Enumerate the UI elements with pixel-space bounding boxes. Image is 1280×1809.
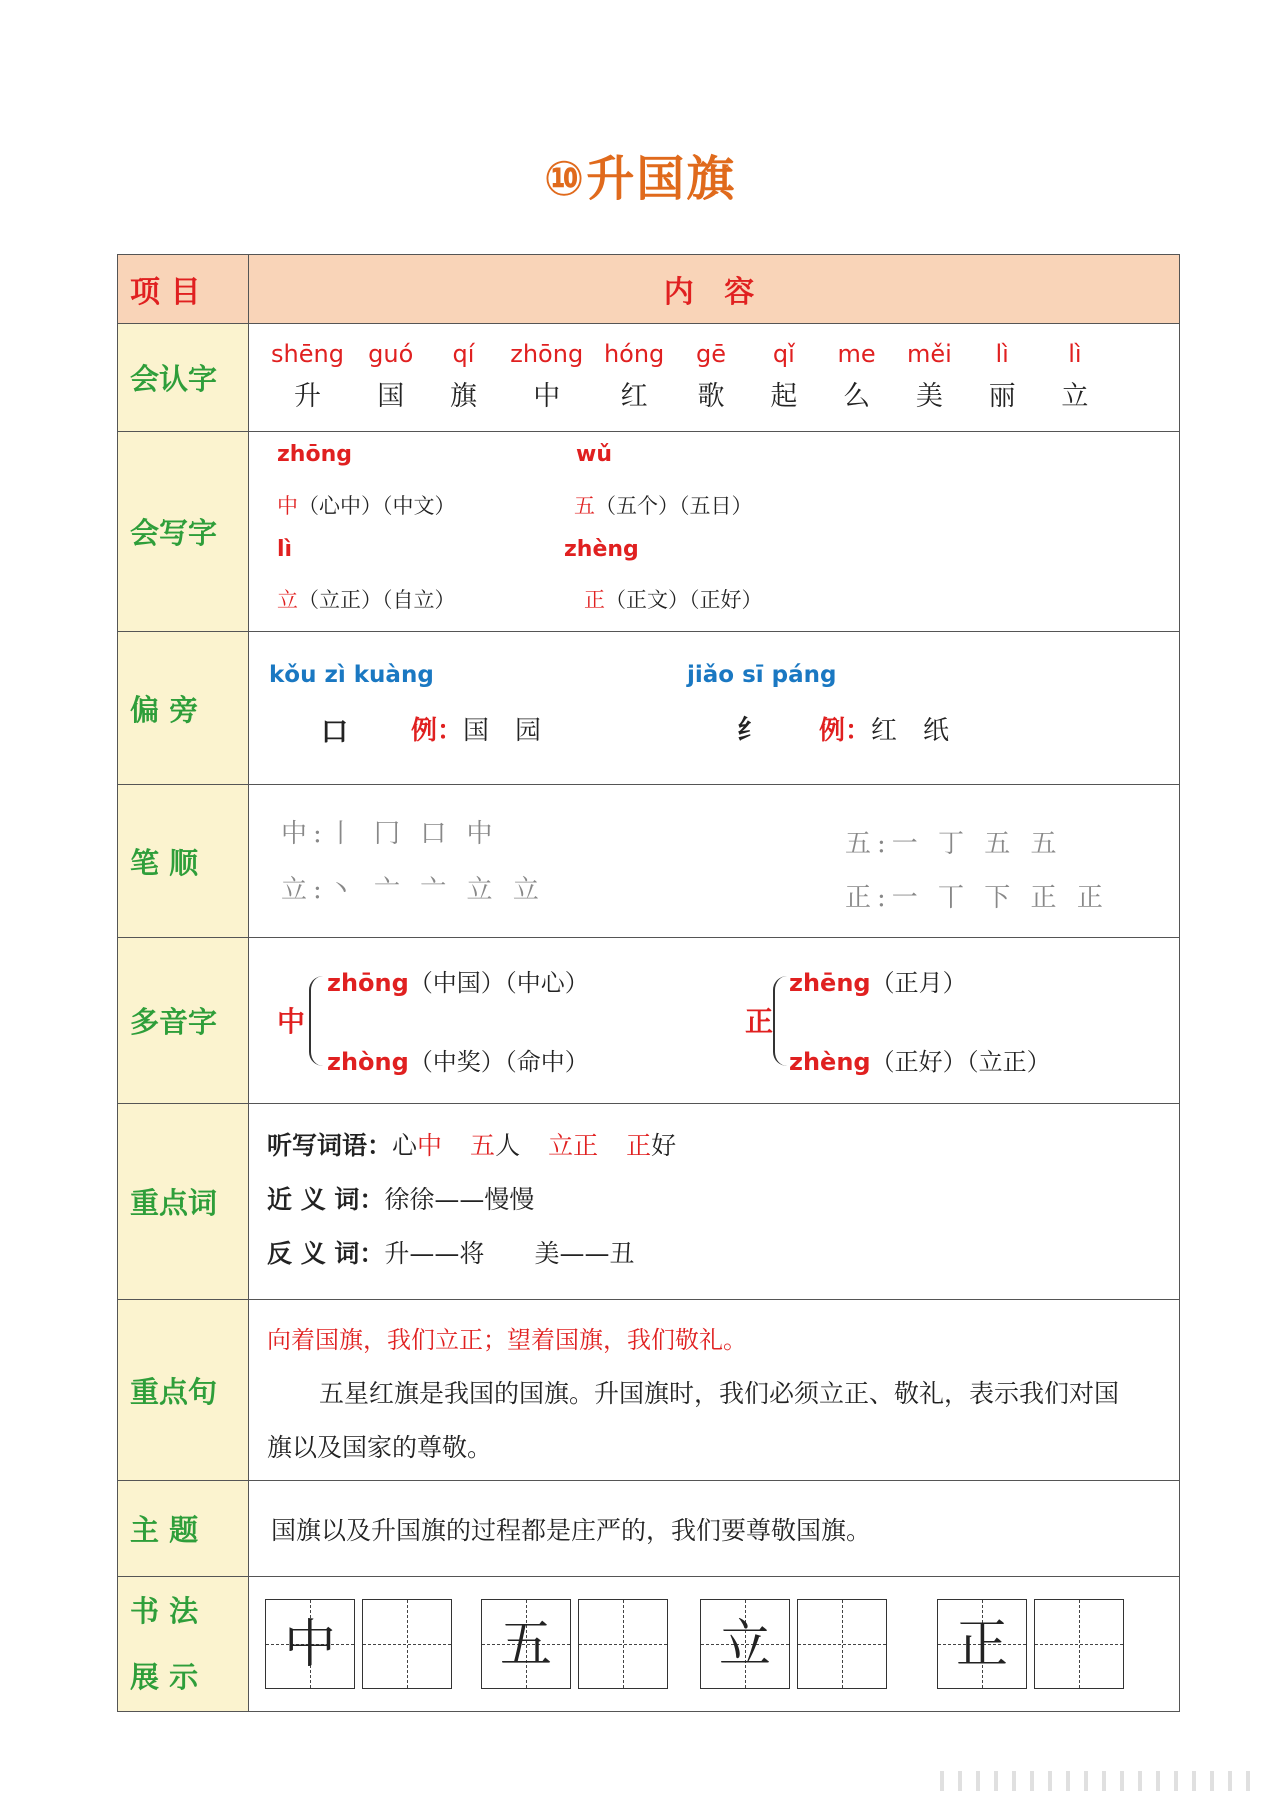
recognize-pinyin: qí [452,340,475,368]
lesson-table [117,254,1180,1712]
row-recognize [118,324,1180,432]
brace-icon [309,976,325,1066]
row-label-strokes: 笔 顺 [118,785,249,938]
stroke-order-zhong: 中:丨 冂 口 中 [281,819,499,849]
row-sentence [118,1300,1180,1481]
recognize-char [685,340,737,413]
recognize-char [365,340,417,413]
row-keywords [118,1104,1180,1300]
radical-example-1: 例：国 园 [411,716,542,746]
calligraphy-label-1: 书 法 [130,1594,199,1628]
recognize-hanzi: 中 [533,381,561,412]
stroke-order-wu: 五:一 丁 五 五 [845,829,1063,859]
key-sentence-body-2: 旗以及国家的尊敬。 [267,1433,493,1462]
synonym-line: 近 义 词：徐徐——慢慢 [267,1185,535,1214]
key-sentence-red: 向着国旗，我们立正；望着国旗，我们敬礼。 [267,1326,747,1354]
recognize-hanzi: 国 [377,381,405,412]
strokes-content [249,785,1180,938]
row-label-recognize: 会认字 [118,324,249,432]
recognize-pinyin: gē [696,340,727,368]
brace-icon [773,976,789,1066]
recognize-hanzi: 旗 [449,381,477,412]
recognize-hanzi: 起 [770,381,798,412]
recognize-pinyin: me [837,340,876,368]
recognize-pinyin: shēng [271,340,344,368]
polyphone-char-1: 中 [277,1005,306,1038]
recognize-char [976,340,1028,413]
radical-pinyin-2: jiǎo sī páng [687,662,837,688]
recognize-char [604,340,664,413]
recognize-hanzi: 歌 [697,381,725,412]
radical-symbol-2: 纟 [737,715,764,746]
keywords-content [249,1104,1180,1300]
write-pinyin-2: wǔ [576,442,612,467]
header-content: 内 容 [249,255,1180,324]
recognize-pinyin: zhōng [510,340,584,368]
row-label-theme: 主 题 [118,1481,249,1577]
row-label-polyphone: 多音字 [118,938,249,1104]
write-item-3: 立（立正）（自立） [277,588,456,612]
write-pinyin-1: zhōng [277,442,352,467]
recognize-pinyin: lì [995,340,1009,368]
recognize-char [510,340,583,413]
practice-grid-empty [362,1599,452,1689]
recognize-hanzi: 美 [915,381,943,412]
radical-example-2: 例：红 纸 [819,716,950,746]
practice-grid-empty [797,1599,887,1689]
recognize-char [1049,340,1101,413]
row-radical [118,632,1180,785]
row-label-keywords: 重点词 [118,1104,249,1300]
page-title: ⑩升国旗 [543,151,737,207]
row-write [118,432,1180,632]
recognize-char [271,340,344,413]
polyphone-reading-1a: zhōng（中国）（中心） [327,969,589,997]
radical-content [249,632,1180,785]
row-label-calligraphy [118,1577,249,1712]
sentence-content [249,1300,1180,1481]
polyphone-reading-2a: zhēng（正月） [789,969,967,997]
practice-grid-filled: 五 [481,1599,571,1689]
recognize-char [831,340,883,413]
theme-content [249,1481,1180,1577]
radical-symbol-1: 口 [321,717,348,748]
watermark-decoration [940,1771,1260,1791]
recognize-char [437,340,489,413]
recognize-list [271,340,1101,413]
recognize-pinyin: guó [368,340,414,368]
recognize-hanzi: 么 [843,381,871,412]
recognize-pinyin: lì [1068,340,1082,368]
practice-grid-empty [1034,1599,1124,1689]
write-pinyin-4: zhèng [564,537,639,562]
write-content [249,432,1180,632]
row-strokes [118,785,1180,938]
polyphone-char-2: 正 [745,1005,774,1038]
write-pinyin-3: lì [277,537,293,562]
recognize-hanzi: 红 [620,381,648,412]
recognize-char [758,340,810,413]
stroke-order-li: 立:丶 亠 亠 立 立 [281,875,545,905]
row-polyphone [118,938,1180,1104]
row-theme [118,1481,1180,1577]
practice-grid-filled: 中 [265,1599,355,1689]
recognize-pinyin: hóng [603,340,665,368]
row-label-sentence: 重点句 [118,1300,249,1481]
dictation-line: 听写词语：心中 五人 立正 正好 [267,1131,677,1160]
write-item-4: 正（正文）（正好） [584,588,763,612]
recognize-hanzi: 立 [1061,381,1089,412]
antonym-line: 反 义 词：升——将 美——丑 [267,1239,635,1268]
polyphone-reading-2b: zhèng（正好）（立正） [789,1048,1051,1076]
write-item-2: 五（五个）（五日） [574,494,753,518]
write-item-1: 中（心中）（中文） [277,494,456,518]
recognize-hanzi: 丽 [988,381,1016,412]
recognize-pinyin: měi [906,340,952,368]
row-label-write: 会写字 [118,432,249,632]
row-label-radical: 偏 旁 [118,632,249,785]
table-header-row [118,255,1180,324]
recognize-hanzi: 升 [293,381,321,412]
stroke-order-zheng: 正:一 丅 下 正 正 [845,883,1109,913]
recognize-pinyin: qǐ [772,340,795,368]
practice-grid-filled: 立 [700,1599,790,1689]
practice-grid-filled: 正 [937,1599,1027,1689]
calligraphy-content [249,1577,1180,1712]
row-calligraphy [118,1577,1180,1712]
theme-text: 国旗以及升国旗的过程都是庄严的，我们要尊敬国旗。 [271,1516,872,1545]
practice-grid-empty [578,1599,668,1689]
polyphone-reading-1b: zhòng（中奖）（命中） [327,1048,589,1076]
calligraphy-label-2: 展 示 [130,1660,199,1694]
polyphone-content [249,938,1180,1104]
recognize-char [903,340,955,413]
radical-pinyin-1: kǒu zì kuàng [269,662,434,688]
recognize-content [249,324,1180,432]
key-sentence-body-1: 五星红旗是我国的国旗。升国旗时，我们必须立正、敬礼，表示我们对国 [319,1379,1120,1408]
header-item: 项 目 [118,255,249,324]
